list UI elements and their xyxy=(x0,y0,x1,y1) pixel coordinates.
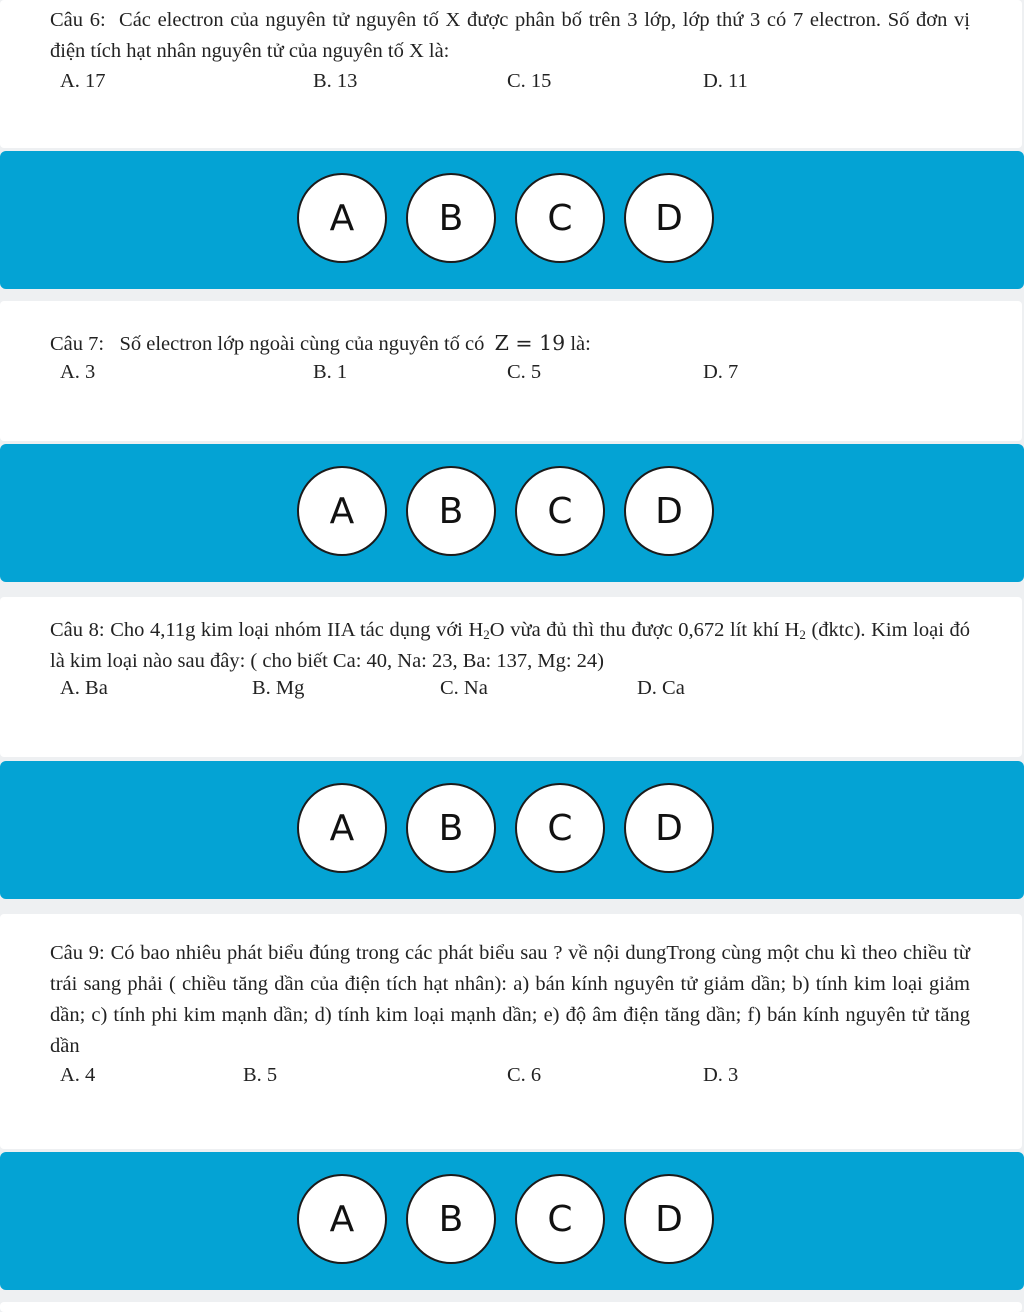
question-body-end: là: xyxy=(570,333,591,355)
question-label: Câu 7: xyxy=(50,333,105,355)
option-a: A. 4 xyxy=(60,1064,96,1086)
answer-button-c[interactable]: C xyxy=(515,466,605,556)
answer-button-a[interactable]: A xyxy=(297,173,387,263)
question-body-3: (đktc). Kim loại đó là kim loại nào sau đây: ( cho biết Ca: 40, Na: 23, Ba: 137, Mg: 24) xyxy=(50,619,971,672)
options-row-9 xyxy=(0,1064,1024,1094)
question-body: Số electron lớp ngoài cùng của nguyên tố có xyxy=(119,333,485,355)
option-c: C. 5 xyxy=(507,361,542,383)
options-row-8 xyxy=(0,677,1024,707)
option-a: A. Ba xyxy=(60,677,108,699)
option-a: A. 3 xyxy=(60,361,96,383)
answer-button-a[interactable]: A xyxy=(297,466,387,556)
answer-button-b[interactable]: B xyxy=(406,783,496,873)
next-question-card xyxy=(0,1302,1022,1312)
question-body: Có bao nhiêu phát biểu đúng trong các phát biểu sau ? về nội dungTrong cùng một chu kì theo chiều từ trái sang phải ( chiều tăng dần của điện tích hạt nhân): a) bán kính nguyên tử giảm dần; b) tính kim loại giảm dần; c) tính phi kim mạnh dần; d) tính kim loại mạnh dần; e) độ âm điện tăng dần; f) bán kính nguyên tử tăng dần xyxy=(50,942,971,1057)
question-text-8 xyxy=(50,615,970,677)
answer-bar-9 xyxy=(0,1152,1024,1290)
question-card-9 xyxy=(0,914,1022,1149)
question-text-6 xyxy=(50,5,970,67)
options-row-7 xyxy=(0,361,1024,391)
answer-button-d[interactable]: D xyxy=(624,466,714,556)
option-d: D. 11 xyxy=(703,70,748,92)
option-b: B. 1 xyxy=(313,361,348,383)
subscript: 2 xyxy=(483,627,490,642)
option-a: A. 17 xyxy=(60,70,106,92)
answer-bar-7 xyxy=(0,444,1024,582)
question-label: Câu 8: xyxy=(50,619,105,641)
answer-bar-8 xyxy=(0,761,1024,899)
question-label: Câu 6: xyxy=(50,9,106,31)
question-body: Cho 4,11g kim loại nhóm IIA tác dụng với H xyxy=(110,619,484,641)
option-c: C. Na xyxy=(440,677,488,699)
answer-button-a[interactable]: A xyxy=(297,1174,387,1264)
options-row-6 xyxy=(0,70,1024,100)
question-label: Câu 9: xyxy=(50,942,105,964)
option-b: B. 13 xyxy=(313,70,358,92)
answer-button-d[interactable]: D xyxy=(624,1174,714,1264)
option-c: C. 6 xyxy=(507,1064,542,1086)
option-c: C. 15 xyxy=(507,70,552,92)
question-text-7 xyxy=(50,328,970,360)
answer-button-c[interactable]: C xyxy=(515,1174,605,1264)
question-card-8 xyxy=(0,597,1022,757)
option-b: B. Mg xyxy=(252,677,305,699)
answer-button-b[interactable]: B xyxy=(406,1174,496,1264)
question-card-6 xyxy=(0,0,1022,148)
option-d: D. 3 xyxy=(703,1064,739,1086)
question-body-2: O vừa đủ thì thu được 0,672 lít khí H xyxy=(489,619,800,641)
subscript: 2 xyxy=(799,627,806,642)
answer-button-b[interactable]: B xyxy=(406,173,496,263)
answer-button-c[interactable]: C xyxy=(515,173,605,263)
question-body: Các electron của nguyên tử nguyên tố X được phân bố trên 3 lớp, lớp thứ 3 có 7 electron. Số đơn vị điện tích hạt nhân nguyên tử của nguyên tố X là: xyxy=(50,9,970,62)
option-d: D. 7 xyxy=(703,361,739,383)
answer-button-d[interactable]: D xyxy=(624,783,714,873)
question-text-9 xyxy=(50,938,970,1062)
option-b: B. 5 xyxy=(243,1064,278,1086)
answer-button-b[interactable]: B xyxy=(406,466,496,556)
question-card-7 xyxy=(0,301,1022,441)
answer-button-c[interactable]: C xyxy=(515,783,605,873)
option-d: D. Ca xyxy=(637,677,685,699)
answer-button-d[interactable]: D xyxy=(624,173,714,263)
answer-bar-6 xyxy=(0,151,1024,289)
answer-button-a[interactable]: A xyxy=(297,783,387,873)
math-expression: Z = 19 xyxy=(494,331,566,355)
